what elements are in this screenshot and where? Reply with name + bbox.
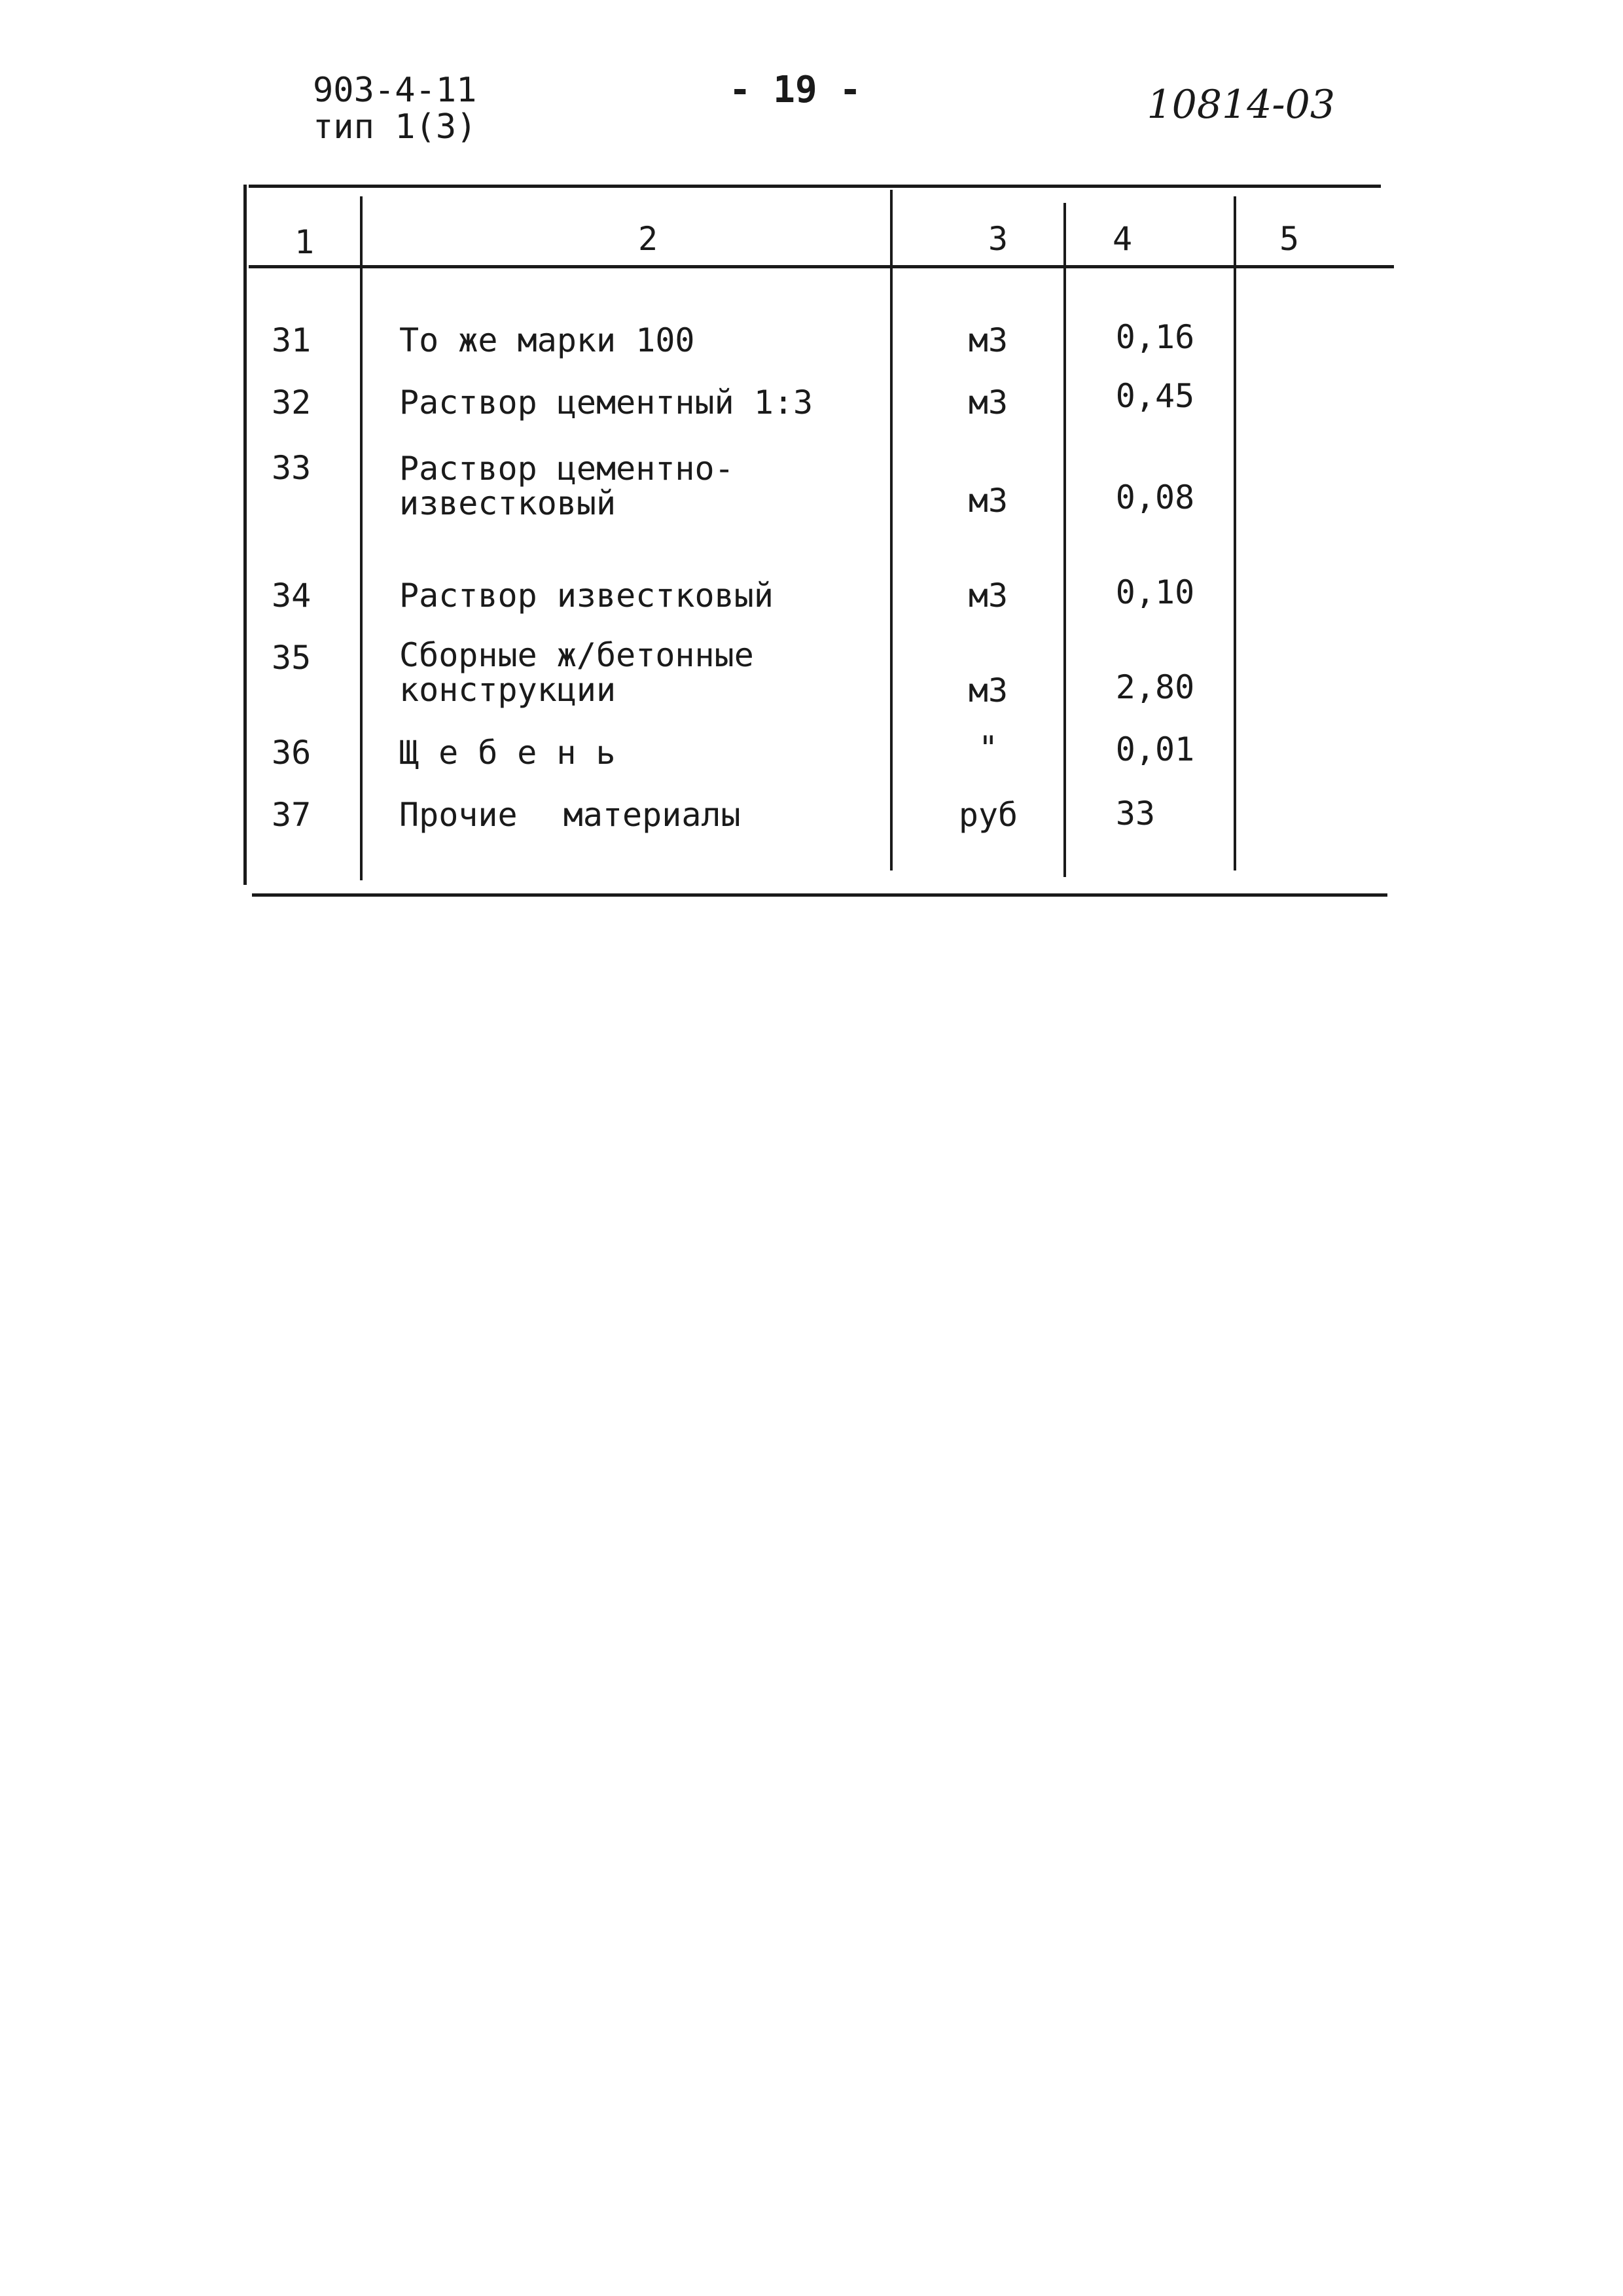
- column-header-2: 2: [638, 220, 658, 258]
- column-divider-4: [1234, 196, 1236, 870]
- quantity: 0,45: [1115, 377, 1195, 415]
- unit: м3: [968, 577, 1008, 615]
- quantity: 0,01: [1115, 730, 1195, 768]
- column-divider-3: [1063, 203, 1066, 877]
- material-name: То же марки 100: [399, 321, 695, 359]
- document-code: 903-4-11: [313, 71, 477, 110]
- table-bottom-rule: [252, 893, 1387, 897]
- material-name: Раствор цементно-известковый: [399, 450, 734, 522]
- page-number: - 19 -: [728, 69, 862, 111]
- column-header-1: 1: [294, 223, 315, 261]
- material-name: Раствор известковый: [399, 577, 774, 615]
- document-type: тип 1(3): [313, 107, 477, 147]
- unit: м3: [968, 672, 1008, 709]
- quantity: 2,80: [1115, 668, 1195, 706]
- table-header-rule: [249, 265, 1394, 268]
- quantity: 0,16: [1115, 318, 1195, 356]
- column-header-5: 5: [1279, 220, 1300, 258]
- material-name: Прочие материалы: [399, 796, 741, 834]
- quantity: 0,08: [1115, 478, 1195, 516]
- material-name: Щебень: [399, 734, 635, 772]
- row-number: 36: [272, 734, 312, 772]
- quantity: 0,10: [1115, 573, 1195, 611]
- table-left-border: [243, 185, 247, 885]
- quantity: 33: [1115, 795, 1156, 833]
- table-top-rule: [249, 185, 1381, 188]
- row-number: 34: [272, 577, 312, 615]
- inventory-number: 10814-03: [1147, 82, 1335, 128]
- row-number: 33: [272, 449, 312, 487]
- row-number: 31: [272, 321, 312, 359]
- unit: м3: [968, 482, 1008, 520]
- unit: м3: [968, 384, 1008, 422]
- column-divider-1: [360, 196, 363, 880]
- column-header-3: 3: [988, 220, 1008, 258]
- material-name: Раствор цементный 1:3: [399, 384, 813, 422]
- unit: ": [978, 729, 999, 767]
- row-number: 35: [272, 639, 312, 677]
- row-number: 37: [272, 796, 312, 834]
- row-number: 32: [272, 384, 312, 422]
- column-header-4: 4: [1113, 220, 1133, 258]
- material-name: Сборные ж/бетонные конструкции: [399, 636, 754, 709]
- column-divider-2: [890, 190, 893, 870]
- unit: руб: [958, 796, 1018, 834]
- unit: м3: [968, 321, 1008, 359]
